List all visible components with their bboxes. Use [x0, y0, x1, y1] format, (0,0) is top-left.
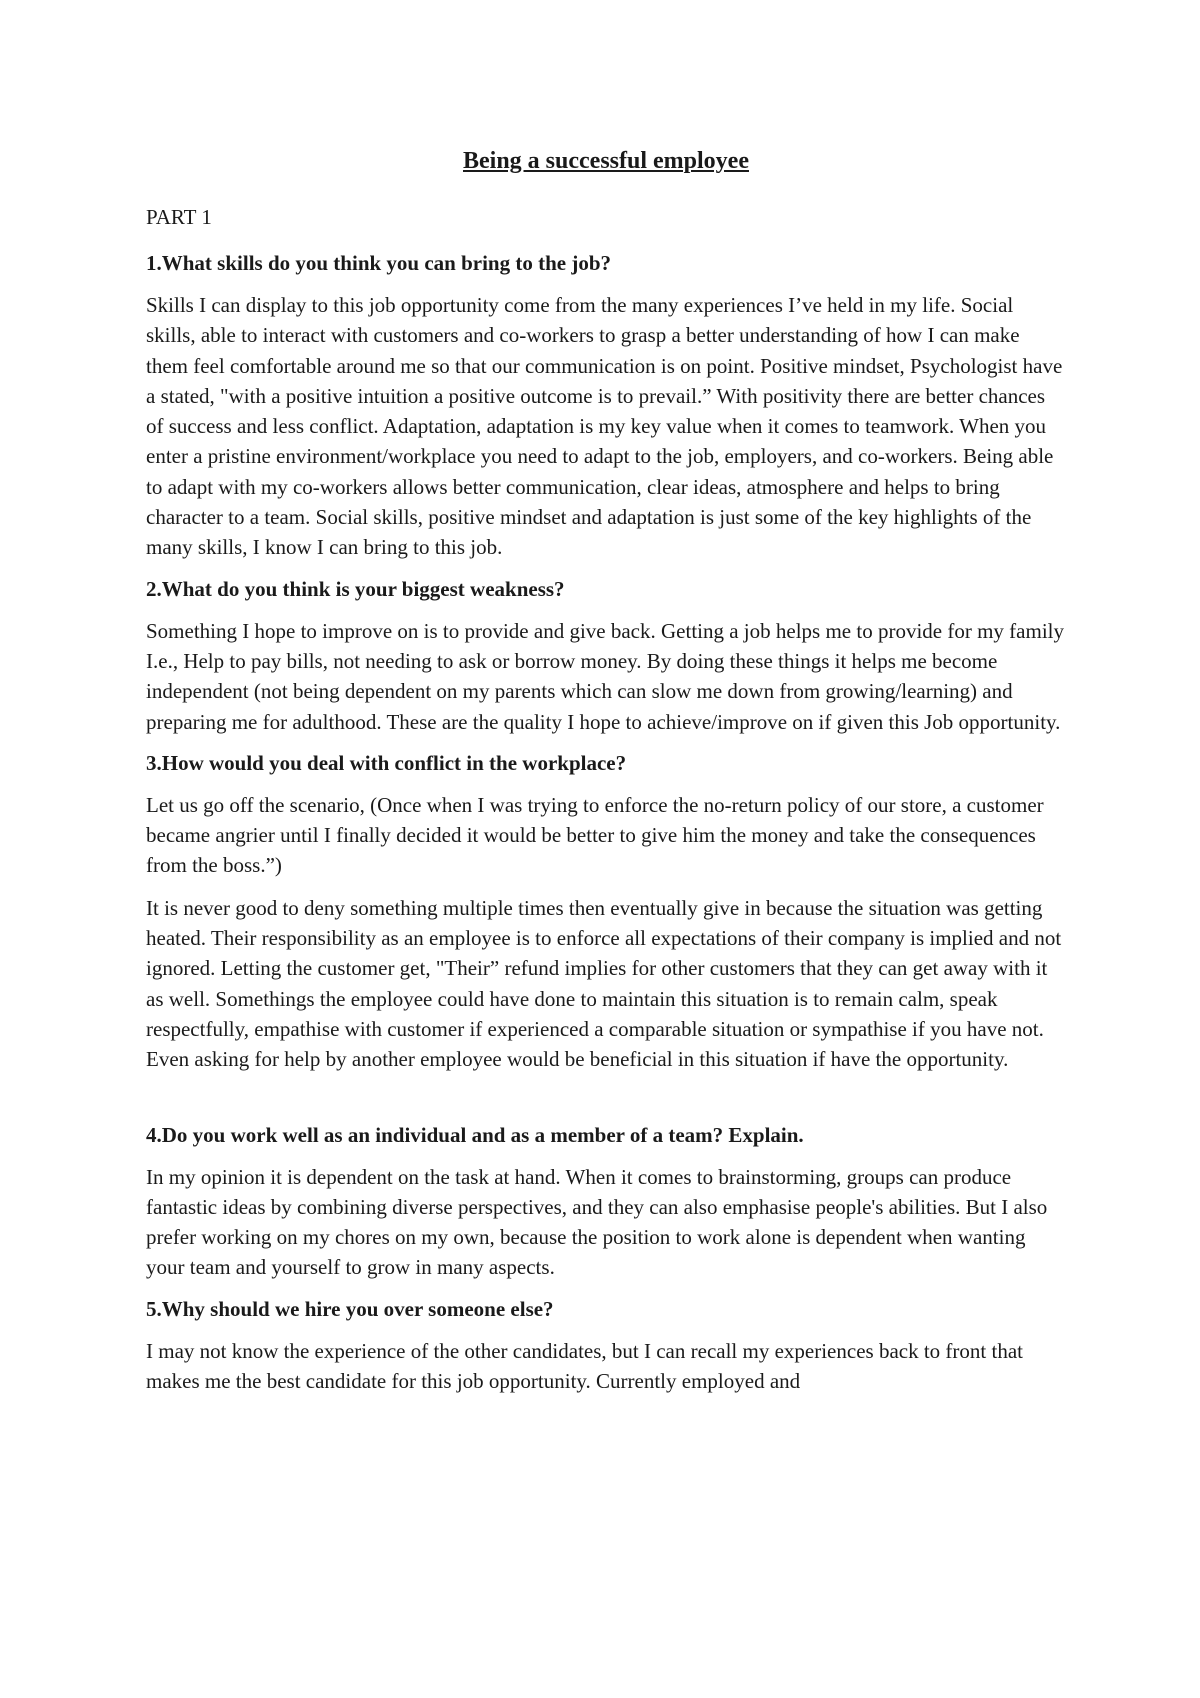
answer-2: Something I hope to improve on is to provide and give back. Getting a job helps me to provide for my family I.e., Help to pay bills, not needing to ask or borrow money. By doing these things it helps me become independent (not being dependent on my parents which can slow me down from growing/learning) and preparing me for adulthood. These are the quality I hope to achieve/improve on if given this Job opportunity. [146, 618, 1064, 734]
question-3: 3.How would you deal with conflict in the workplace? [146, 750, 627, 775]
document-title: Being a successful employee [463, 148, 749, 174]
document-page [146, 146, 1066, 1408]
answer-3-scenario: Let us go off the scenario, (Once when I was trying to enforce the no-return policy of our store, a customer became angrier until I finally decided it would be better to give him the money and take the consequences from the boss.”) [146, 792, 1044, 878]
answer-3-response: It is never good to deny something multiple times then eventually give in because the situation was getting heated. Their responsibility as an employee is to enforce all expectations of their company is implied and not ignored. Letting the customer get, "Their” refund implies for other customers that they can get away with it as well. Somethings the employee could have done to maintain this situation is to remain calm, speak respectfully, empathise with customer if experienced a comparable situation or sympathise if you have not. Even asking for help by another employee would be beneficial in this situation if have the opportunity. [146, 895, 1062, 1072]
question-2: 2.What do you think is your biggest weakness? [146, 576, 565, 601]
question-4: 4.Do you work well as an individual and as a member of a team? Explain. [146, 1122, 804, 1147]
answer-4: In my opinion it is dependent on the task at hand. When it comes to brainstorming, groups can produce fantastic ideas by combining diverse perspectives, and they can also emphasise people's abilities. But I also prefer working on my chores on my own, because the position to work alone is dependent when wanting your team and yourself to grow in many aspects. [146, 1164, 1048, 1280]
part-heading: PART 1 [146, 205, 212, 229]
question-5: 5.Why should we hire you over someone else? [146, 1296, 554, 1321]
paragraph-gap [146, 1087, 1066, 1121]
answer-5: I may not know the experience of the other candidates, but I can recall my experiences back to front that makes me the best candidate for this job opportunity. Currently employed and [146, 1338, 1023, 1394]
answer-1: Skills I can display to this job opportunity come from the many experiences I’ve held in my life. Social skills, able to interact with customers and co-workers to grasp a better understanding of how I can make them feel comfortable around me so that our communication is on point. Positive mindset, Psychologist have a stated, "with a positive intuition a positive outcome is to prevail.” With positivity there are better chances of success and less conflict. Adaptation, adaptation is my key value when it comes to teamwork. When you enter a pristine environment/workplace you need to adapt to the job, employers, and co-workers. Being able to adapt with my co-workers allows better communication, clear ideas, atmosphere and helps to bring character to a team. Social skills, positive mindset and adaptation is just some of the key highlights of the many skills, I know I can bring to this job. [146, 293, 1063, 560]
question-1: 1.What skills do you think you can bring to the job? [146, 251, 612, 275]
